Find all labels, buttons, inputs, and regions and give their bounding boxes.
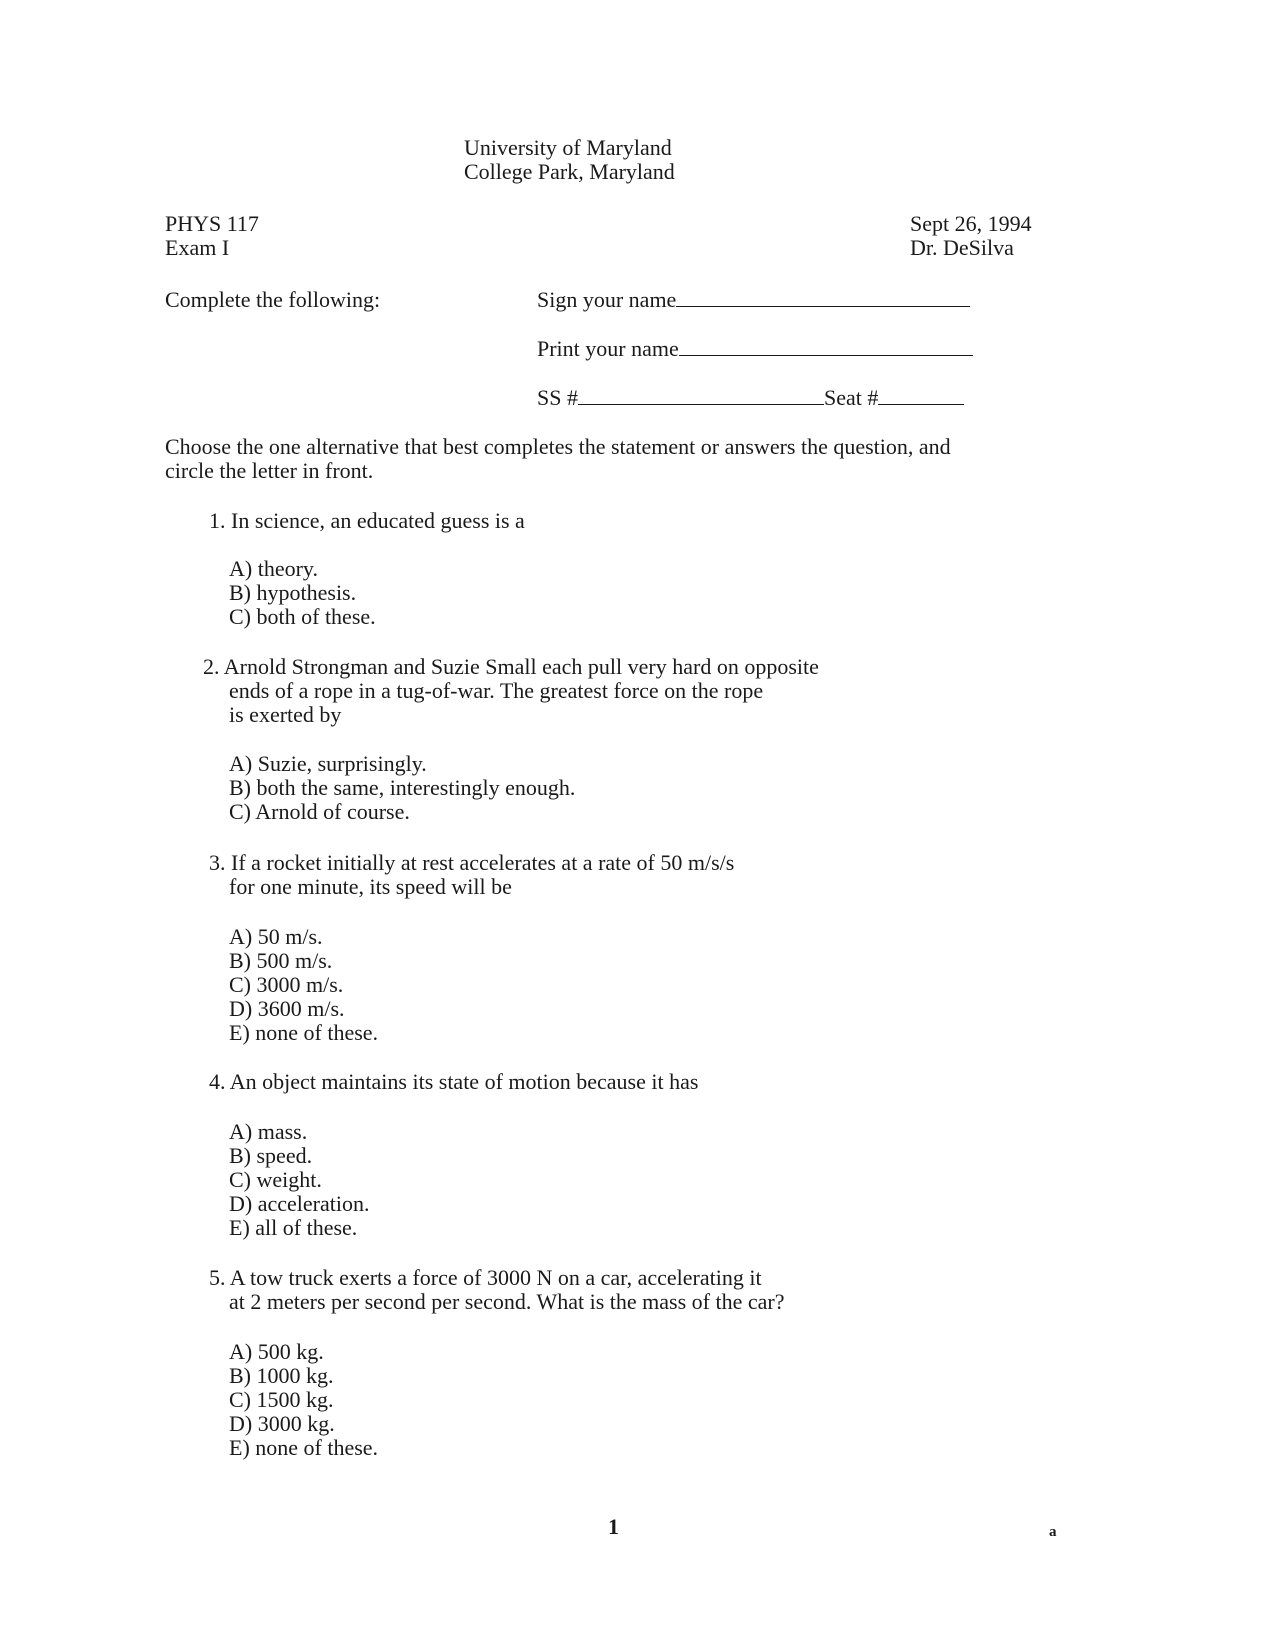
university-header xyxy=(464,136,675,184)
question-4 xyxy=(209,1070,698,1094)
exam-title: Exam I xyxy=(165,235,230,260)
choice-4e[interactable]: E) all of these. xyxy=(229,1215,358,1240)
instructions xyxy=(165,435,951,483)
question-2 xyxy=(203,655,819,727)
question-4-text: 4. An object maintains its state of motion because it has xyxy=(209,1069,699,1094)
choice-2b[interactable]: B) both the same, interestingly enough. xyxy=(229,775,576,800)
instructions-line-2: circle the letter in front. xyxy=(165,458,374,483)
choice-5e[interactable]: E) none of these. xyxy=(229,1435,379,1460)
choice-4c[interactable]: C) weight. xyxy=(229,1167,322,1192)
ss-label: SS # xyxy=(537,385,578,410)
choice-5c[interactable]: C) 1500 kg. xyxy=(229,1387,334,1412)
exam-date: Sept 26, 1994 xyxy=(910,211,1032,236)
question-3 xyxy=(209,851,734,899)
choice-1a[interactable]: A) theory. xyxy=(229,556,318,581)
choice-2c[interactable]: C) Arnold of course. xyxy=(229,799,410,824)
choice-3c[interactable]: C) 3000 m/s. xyxy=(229,972,344,997)
ss-seat-row xyxy=(537,386,964,410)
question-2-choices xyxy=(229,752,575,824)
question-3-text-line-1: 3. If a rocket initially at rest accelerates at a rate of 50 m/s/s xyxy=(209,850,735,875)
question-1-choices xyxy=(229,557,376,629)
choice-1c[interactable]: C) both of these. xyxy=(229,604,376,629)
ss-field[interactable] xyxy=(578,386,824,405)
question-4-choices xyxy=(229,1120,369,1240)
instructions-line-1: Choose the one alternative that best completes the statement or answers the question, and xyxy=(165,434,951,459)
choice-4a[interactable]: A) mass. xyxy=(229,1119,308,1144)
choice-4d[interactable]: D) acceleration. xyxy=(229,1191,370,1216)
sign-name-label: Sign your name xyxy=(537,287,677,312)
course-code: PHYS 117 xyxy=(165,211,259,236)
choice-1b[interactable]: B) hypothesis. xyxy=(229,580,357,605)
choice-5b[interactable]: B) 1000 kg. xyxy=(229,1363,334,1388)
university-location: College Park, Maryland xyxy=(464,159,675,184)
seat-label: Seat # xyxy=(823,385,879,410)
choice-4b[interactable]: B) speed. xyxy=(229,1143,313,1168)
university-name: University of Maryland xyxy=(464,135,672,160)
choice-3b[interactable]: B) 500 m/s. xyxy=(229,948,333,973)
question-1 xyxy=(209,509,525,533)
instructor-name: Dr. DeSilva xyxy=(910,235,1014,260)
course-info xyxy=(165,212,259,260)
question-3-text-line-2: for one minute, its speed will be xyxy=(229,874,512,899)
choice-3e[interactable]: E) none of these. xyxy=(229,1020,379,1045)
choice-5a[interactable]: A) 500 kg. xyxy=(229,1339,324,1364)
question-2-text-line-1: 2. Arnold Strongman and Suzie Small each pull very hard on opposite xyxy=(203,654,819,679)
page-number: 1 xyxy=(608,1514,619,1539)
form-intro: Complete the following: xyxy=(165,287,381,312)
choice-3a[interactable]: A) 50 m/s. xyxy=(229,924,323,949)
question-2-text-line-2: ends of a rope in a tug-of-war. The greatest force on the rope xyxy=(229,678,764,703)
choice-2a[interactable]: A) Suzie, surprisingly. xyxy=(229,751,427,776)
exam-meta xyxy=(910,212,1032,260)
footer-mark: a xyxy=(1049,1524,1057,1540)
question-5-choices xyxy=(229,1340,378,1460)
choice-5d[interactable]: D) 3000 kg. xyxy=(229,1411,335,1436)
print-name-label: Print your name xyxy=(537,336,679,361)
question-5 xyxy=(209,1266,785,1314)
question-5-text-line-2: at 2 meters per second per second. What is the mass of the car? xyxy=(229,1289,785,1314)
question-1-text: 1. In science, an educated guess is a xyxy=(209,508,525,533)
seat-field[interactable] xyxy=(878,386,964,405)
sign-name-row xyxy=(537,288,970,312)
sign-name-field[interactable] xyxy=(676,288,970,307)
print-name-field[interactable] xyxy=(679,337,973,356)
question-5-text-line-1: 5. A tow truck exerts a force of 3000 N on a car, accelerating it xyxy=(209,1265,762,1290)
question-2-text-line-3: is exerted by xyxy=(229,702,342,727)
print-name-row xyxy=(537,337,973,361)
choice-3d[interactable]: D) 3600 m/s. xyxy=(229,996,345,1021)
question-3-choices xyxy=(229,925,378,1045)
